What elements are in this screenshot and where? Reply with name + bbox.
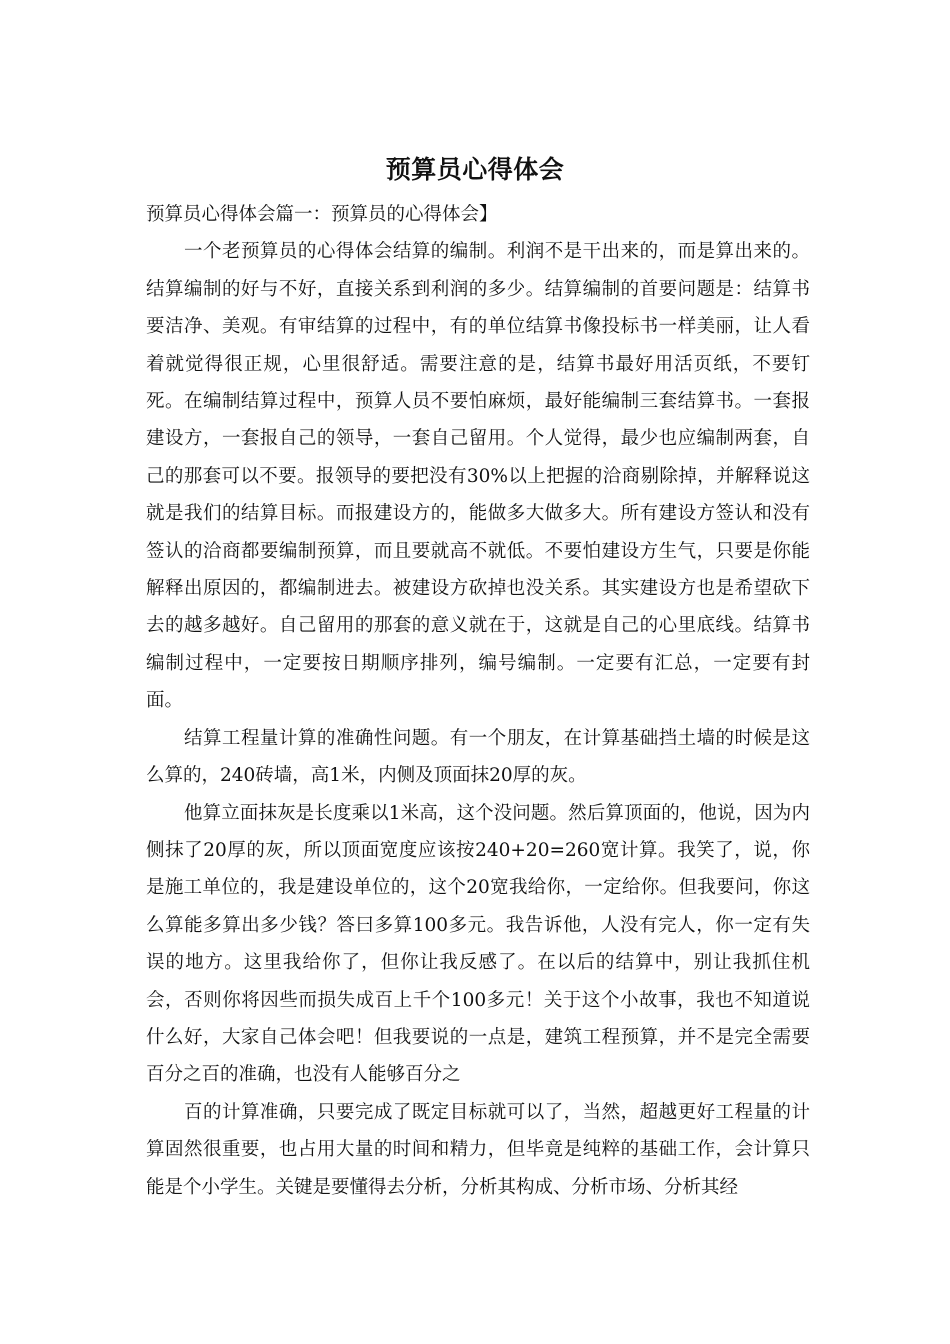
document-body xyxy=(146,196,810,1206)
paragraph-calculation-analysis: 百的计算准确，只要完成了既定目标就可以了，当然，超越更好工程量的计算固然很重要，也占用大量的时间和精力，但毕竟是纯粹的基础工作，会计算只能是个小学生。关键是要懂得去分析，分析其构成、分析市场、分析其经 xyxy=(146,1101,810,1198)
paragraph-plastering-story: 他算立面抹灰是长度乘以1米高，这个没问题。然后算顶面的，他说，因为内侧抹了20厚的灰，所以顶面宽度应该按240+20=260宽计算。我笑了，说，你是施工单位的，我是建设单位的，这个20宽我给你，一定给你。但我要问，你这么算能多算出多少钱？答曰多算100多元。我告诉他，人没有完人，你一定有失误的地方。这里我给你了，但你让我反感了。在以后的结算中，别让我抓住机会，否则你将因些而损失成百上千个100多元！关于这个小故事，我也不知道说什么好，大家自己体会吧！但我要说的一点是，建筑工程预算，并不是完全需要百分之百的准确，也没有人能够百分之 xyxy=(146,802,810,1086)
section-subheading: 预算员心得体会篇一：预算员的心得体会】 xyxy=(146,204,498,225)
paragraph-quantity-accuracy: 结算工程量计算的准确性问题。有一个朋友，在计算基础挡土墙的时候是这么算的，240砖墙，高1米，内侧及顶面抹20厚的灰。 xyxy=(146,727,810,787)
paragraph-settlement-preparation: 一个老预算员的心得体会结算的编制。利润不是干出来的，而是算出来的。结算编制的好与不好，直接关系到利润的多少。结算编制的首要问题是：结算书要洁净、美观。有审结算的过程中，有的单位结算书像投标书一样美丽，让人看着就觉得很正规，心里很舒适。需要注意的是，结算书最好用活页纸，不要钉死。在编制结算过程中，预算人员不要怕麻烦，最好能编制三套结算书。一套报建设方，一套报自己的领导，一套自己留用。个人觉得，最少也应编制两套，自己的那套可以不要。报领导的要把没有30%以上把握的洽商剔除掉，并解释说这就是我们的结算目标。而报建设方的，能做多大做多大。所有建设方签认和没有签认的洽商都要编制预算，而且要就高不就低。不要怕建设方生气，只要是你能解释出原因的，都编制进去。被建设方砍掉也没关系。其实建设方也是希望砍下去的越多越好。自己留用的那套的意义就在于，这就是自己的心里底线。结算书编制过程中，一定要按日期顺序排列，编号编制。一定要有汇总，一定要有封面。 xyxy=(146,241,810,712)
document-title: 预算员心得体会 xyxy=(385,155,565,184)
